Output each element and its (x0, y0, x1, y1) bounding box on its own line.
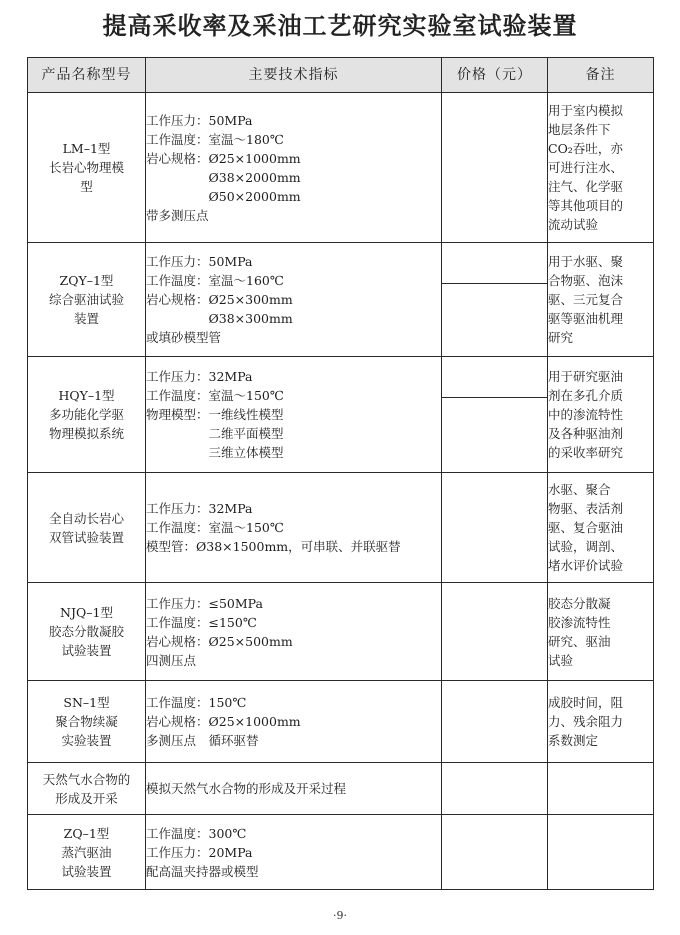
note-line: 研究、驱油 (548, 633, 611, 649)
spec-line: 工作温度：300℃ (146, 825, 247, 841)
spec-line: 或填砂模型管 (146, 330, 222, 345)
note-cell (548, 815, 654, 890)
spec-line: 岩心规格：Ø25×500mm (146, 633, 293, 649)
header-spec: 主要技术指标 (146, 58, 442, 93)
product-name-cell (28, 681, 146, 763)
spec-line: 物理模型：一维线性模型 (146, 407, 284, 422)
note-line: 堵水评价试验 (548, 558, 624, 573)
price-cell (442, 583, 548, 681)
note-cell (548, 763, 654, 815)
spec-line: 工作温度：150℃ (146, 695, 247, 710)
product-name-cell (28, 583, 146, 681)
price-subcell (442, 357, 547, 398)
spec-line: 工作压力：32MPa (146, 501, 253, 516)
product-name-line: 综合驱油试验 (48, 292, 124, 307)
product-name-line: HQY–1型 (58, 388, 115, 403)
spec-cell (146, 357, 442, 473)
note-cell (548, 583, 654, 681)
note-line: CO₂吞吐，亦 (548, 141, 623, 156)
product-name-line: 双管试验装置 (48, 529, 124, 545)
note-line: 系数测定 (548, 733, 599, 748)
spec-line: 工作温度：室温～160℃ (146, 273, 284, 288)
product-name-cell (28, 93, 146, 243)
note-cell (548, 243, 654, 357)
spec-line: 工作温度：≤150℃ (146, 614, 257, 630)
spec-line: 工作压力：50MPa (146, 254, 253, 269)
spec-line: Ø38×2000mm (146, 169, 301, 185)
product-name-line: 长岩心物理模 (48, 160, 124, 175)
price-cell (442, 763, 548, 815)
spec-line: 多测压点 循环驱替 (146, 733, 259, 748)
table-row (28, 473, 654, 583)
spec-cell (146, 583, 442, 681)
product-name-line: 物理模拟系统 (48, 426, 124, 441)
note-line: 胶渗流特性 (548, 614, 611, 630)
product-name-line: 聚合物续凝 (55, 714, 118, 729)
spec-line: 配高温夹持器或模型 (146, 863, 259, 879)
table-row (28, 815, 654, 890)
price-cell (442, 815, 548, 890)
note-cell (548, 93, 654, 243)
price-cell (442, 243, 548, 357)
note-line: 中的渗流特性 (548, 407, 624, 422)
product-name-line: 蒸汽驱油 (61, 844, 112, 860)
note-line: 及各种驱油剂 (548, 426, 624, 441)
note-line: 试验，调剖、 (548, 539, 624, 554)
spec-line: 岩心规格：Ø25×1000mm (146, 714, 301, 729)
product-name-cell (28, 243, 146, 357)
header-price: 价格（元） (442, 58, 548, 93)
spec-cell (146, 473, 442, 583)
note-line: 物驱、表活剂 (548, 501, 624, 516)
note-line: 地层条件下 (548, 122, 611, 137)
spec-line: 工作温度：室温～150℃ (146, 520, 284, 535)
spec-cell (146, 681, 442, 763)
spec-cell (146, 243, 442, 357)
note-cell (548, 473, 654, 583)
table-header-row (28, 58, 654, 93)
note-line: 的采收率研究 (548, 445, 624, 460)
product-name-cell (28, 815, 146, 890)
product-name-cell (28, 357, 146, 473)
spec-cell (146, 763, 442, 815)
product-name-line: 多功能化学驱 (48, 407, 124, 422)
price-cell (442, 473, 548, 583)
note-line: 等其他项目的 (548, 198, 624, 213)
price-subcell (442, 284, 547, 356)
price-cell (442, 357, 548, 473)
note-line: 胶态分散凝 (548, 595, 611, 611)
spec-line: Ø38×300mm (146, 311, 293, 326)
note-cell (548, 357, 654, 473)
product-name-line: ZQY–1型 (59, 273, 114, 288)
product-name-line: NJQ–1型 (60, 605, 113, 620)
note-line: 用于研究驱油 (548, 369, 624, 384)
product-name-line: 形成及开采 (55, 790, 118, 806)
note-line: 用于水驱、聚 (548, 254, 624, 269)
table-row (28, 357, 654, 473)
page-number: ·9· (333, 909, 347, 922)
price-cell (442, 681, 548, 763)
note-line: 注气、化学驱 (548, 179, 624, 194)
note-cell (548, 681, 654, 763)
product-name-line: 实验装置 (61, 733, 112, 748)
table-row (28, 243, 654, 357)
spec-line: 工作压力：20MPa (146, 844, 253, 860)
product-name-line: 全自动长岩心 (48, 510, 124, 526)
spec-cell (146, 815, 442, 890)
table-row (28, 93, 654, 243)
spec-line: 工作压力：≤50MPa (146, 595, 263, 611)
price-subcell (442, 243, 547, 284)
spec-line: 四测压点 (146, 652, 197, 668)
note-line: 驱、三元复合 (548, 292, 624, 307)
note-line: 成胶时间，阻 (548, 695, 624, 710)
note-line: 用于室内模拟 (548, 103, 624, 118)
spec-line: 岩心规格：Ø25×1000mm (146, 150, 301, 166)
spec-line: 二维平面模型 (146, 426, 284, 441)
equipment-table (27, 57, 654, 890)
product-name-line: 天然气水合物的 (42, 771, 131, 787)
product-name-cell (28, 763, 146, 815)
spec-line: 工作温度：室温～150℃ (146, 388, 284, 403)
product-name-line: 装置 (73, 311, 99, 326)
product-name-line: SN–1型 (63, 695, 110, 710)
spec-line: 岩心规格：Ø25×300mm (146, 292, 293, 307)
table-row (28, 763, 654, 815)
spec-line: Ø50×2000mm (146, 188, 301, 204)
note-line: 力、残余阻力 (548, 714, 624, 729)
note-line: 合物驱、泡沫 (548, 273, 624, 288)
price-subcell (442, 398, 547, 472)
spec-line: 三维立体模型 (146, 445, 284, 460)
product-name-cell (28, 473, 146, 583)
note-line: 试验 (548, 652, 574, 668)
product-name-line: ZQ–1型 (63, 825, 110, 841)
spec-cell (146, 93, 442, 243)
spec-line: 带多测压点 (146, 207, 209, 223)
product-name-line: 试验装置 (61, 863, 112, 879)
price-cell (442, 93, 548, 243)
spec-line: 工作压力：32MPa (146, 369, 253, 384)
note-line: 剂在多孔介质 (548, 388, 624, 403)
spec-line: 工作压力：50MPa (146, 112, 253, 128)
note-line: 驱等驱油机理 (548, 311, 624, 326)
product-name-line: 胶态分散凝胶 (48, 624, 124, 639)
spec-line: 模拟天然气水合物的形成及开采过程 (146, 781, 347, 796)
spec-line: 工作温度：室温～180℃ (146, 131, 284, 147)
table-row (28, 583, 654, 681)
table-row (28, 681, 654, 763)
note-line: 水驱、聚合 (548, 482, 611, 497)
product-name-line: 试验装置 (61, 643, 112, 658)
header-note: 备注 (548, 58, 654, 93)
page-title: 提高采收率及采油工艺研究实验室试验装置 (102, 12, 578, 40)
note-line: 流动试验 (548, 217, 599, 232)
product-name-line: 型 (80, 179, 93, 194)
note-line: 研究 (548, 330, 574, 345)
note-line: 驱、复合驱油 (548, 520, 624, 535)
header-name: 产品名称型号 (28, 58, 146, 93)
product-name-line: LM–1型 (62, 141, 111, 156)
note-line: 可进行注水、 (548, 160, 624, 175)
spec-line: 模型管：Ø38×1500mm，可串联、并联驱替 (146, 539, 401, 554)
